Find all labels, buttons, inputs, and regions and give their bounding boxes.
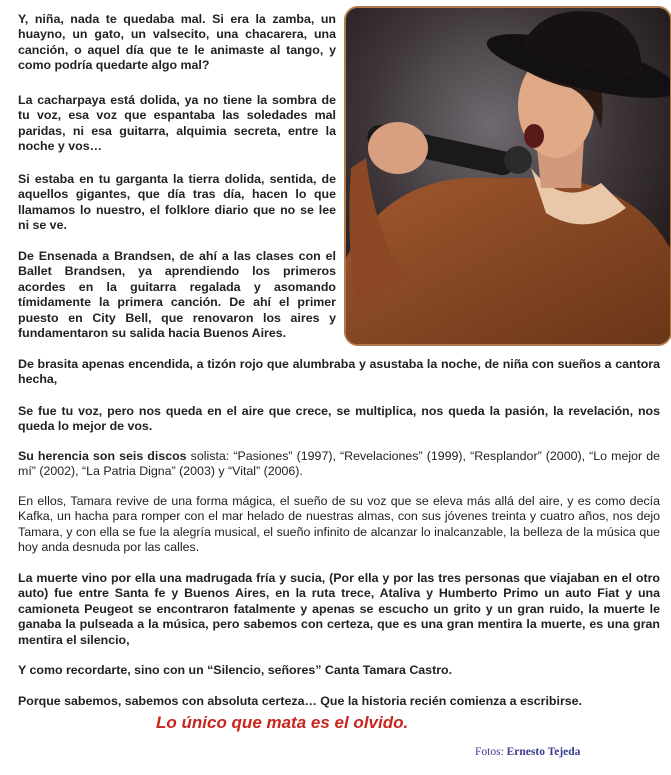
discos-lead: Su herencia son seis discos: [18, 449, 187, 463]
paragraph-muerte: La muerte vino por ella una madrugada fría y sucia, (Por ella y por las tres personas que viajaban en el otro auto) fue entre Santa fe y Buenos Aires, en la ruta trece, Ataliva y Humberto Primo un auto Fiat y una camioneta Peugeot se encontraron fatalmente y apenas se escucho un grito y un gran ruido, la muerte le ganaba la pulseada a la música, pero sabemos con certeza, que es una gran mentira la muerte, es una gran mentira el silencio,: [18, 571, 660, 647]
paragraph-recordarte: Y como recordarte, sino con un “Silencio, señores” Canta Tamara Castro.: [18, 663, 453, 677]
closing-quote: Lo único que mata es el olvido.: [156, 713, 409, 732]
paragraph-voz: Se fue tu voz, pero nos queda en el aire que crece, se multiplica, nos queda la pasión, la revelación, nos queda lo mejor de vos.: [18, 404, 660, 434]
credit-name: Ernesto Tejeda: [506, 746, 581, 758]
credit-label: Fotos:: [475, 746, 504, 758]
photo-credit: [475, 746, 580, 758]
paragraph-cacharpaya: La cacharpaya está dolida, ya no tiene la sombra de tu voz, esa voz que espantaba las soledades mal paridas, ni esa guitarra, alquimia secreta, entre la noche y vos…: [18, 93, 336, 154]
paragraph-historia: Porque sabemos, sabemos con absoluta certeza… Que la historia recién comienza a escribirse.: [18, 694, 582, 708]
paragraph-brasita: De brasita apenas encendida, a tizón rojo que alumbraba y asustaba la noche, de niña con sueños a cantora hecha,: [18, 357, 660, 387]
paragraph-ensenada: De Ensenada a Brandsen, de ahí a las clases con el Ballet Brandsen, ya aprendiendo los primeros acordes en la guitarra regalada y asomando tímidamente la primera canción. De ahí el primer puesto en City Bell, que renovaron los aires y fundamentaron su salida hacia Buenos Aires.: [18, 249, 336, 341]
singer-photo: [344, 6, 671, 346]
paragraph-kafka: En ellos, Tamara revive de una forma mágica, el sueño de su voz que se eleva más allá del aire, y es como decía Kafka, un hacha para romper con el mar helado de nuestras almas, con sus jóvenes treinta y cuatro años, nos dejo Tamara, y con ella se fue la alegría musical, el sueño infinito de alcanzar lo inalcanzable, la belleza de la música que hoy anda desnuda por las calles.: [18, 494, 660, 555]
paragraph-discos: [18, 449, 660, 480]
paragraph-garganta: Si estaba en tu garganta la tierra dolida, sentida, de aquellos gigantes, que día tras día, hacen lo que llamamos lo nuestro, el folklore diario que no se lee ni se ve.: [18, 172, 336, 233]
paragraph-intro: Y, niña, nada te quedaba mal. Si era la zamba, un huayno, un gato, un valsecito, una chacarera, una canción, o aquel día que te le animaste al tango, y como podría quedarte algo mal?: [18, 12, 336, 73]
discos-list: solista: “Pasiones” (1997), “Revelaciones” (1999), “Resplandor” (2000), “Lo mejor de mí” (2002), “La Patria Digna” (2003) y “Vital” (2006).: [18, 449, 660, 479]
